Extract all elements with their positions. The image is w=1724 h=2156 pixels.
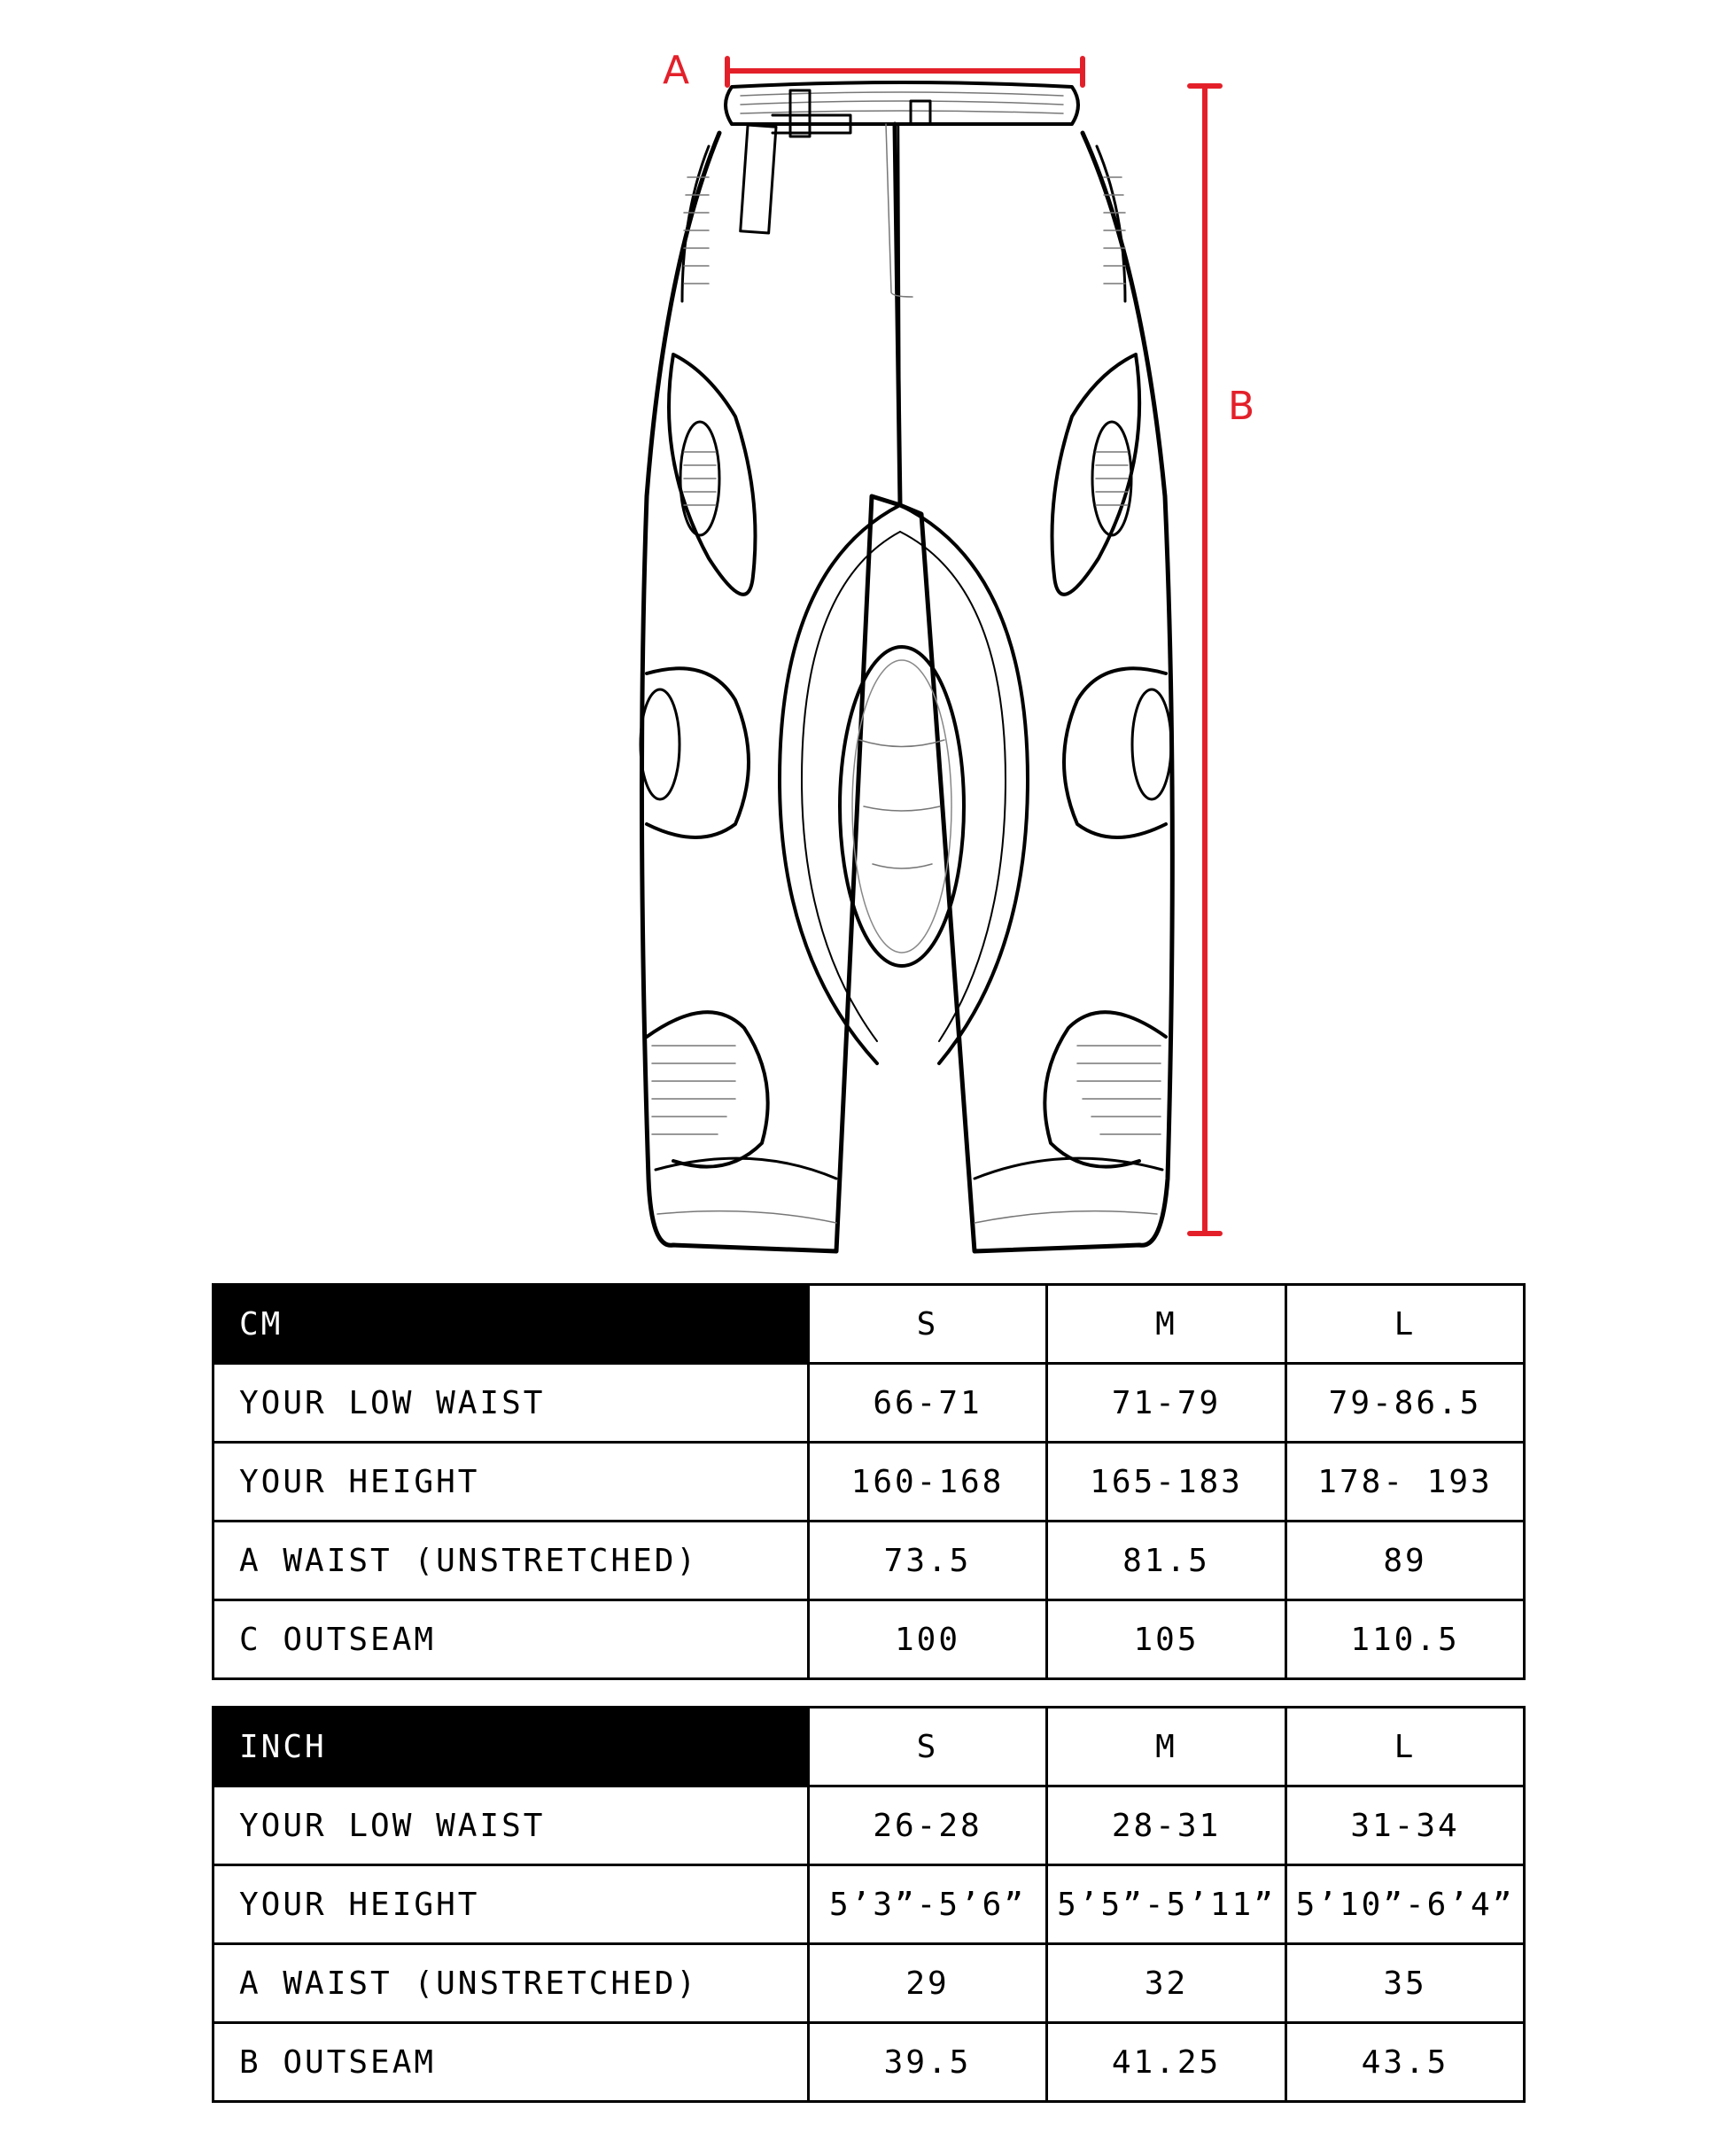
unit-header-inch: INCH xyxy=(214,1708,809,1786)
table-row xyxy=(214,1865,1525,1944)
cell-value: 35 xyxy=(1286,1944,1525,2023)
table-row xyxy=(214,1600,1525,1679)
cell-value: 31-34 xyxy=(1286,1786,1525,1865)
cell-value: 178- 193 xyxy=(1286,1443,1525,1522)
table-row xyxy=(214,1944,1525,2023)
row-label: YOUR LOW WAIST xyxy=(214,1786,809,1865)
cell-value: 28-31 xyxy=(1047,1786,1286,1865)
row-label: B OUTSEAM xyxy=(214,2023,809,2102)
cell-value: 41.25 xyxy=(1047,2023,1286,2102)
row-label: C OUTSEAM xyxy=(214,1600,809,1679)
row-label: YOUR HEIGHT xyxy=(214,1443,809,1522)
size-header-s: S xyxy=(809,1285,1047,1364)
row-label: A WAIST (UNSTRETCHED) xyxy=(214,1944,809,2023)
size-header-m: M xyxy=(1047,1708,1286,1786)
cell-value: 105 xyxy=(1047,1600,1286,1679)
size-table-inch xyxy=(212,1706,1526,2103)
table-row xyxy=(214,2023,1525,2102)
cell-value: 100 xyxy=(809,1600,1047,1679)
cell-value: 110.5 xyxy=(1286,1600,1525,1679)
cell-value: 43.5 xyxy=(1286,2023,1525,2102)
measure-label-b: B xyxy=(1228,384,1255,429)
row-label: A WAIST (UNSTRETCHED) xyxy=(214,1522,809,1600)
cell-value: 5’5”-5’11” xyxy=(1047,1865,1286,1944)
cell-value: 165-183 xyxy=(1047,1443,1286,1522)
size-table-cm xyxy=(212,1283,1526,1680)
table-row xyxy=(214,1786,1525,1865)
cell-value: 160-168 xyxy=(809,1443,1047,1522)
table-row xyxy=(214,1522,1525,1600)
table-header-row xyxy=(214,1708,1525,1786)
cell-value: 73.5 xyxy=(809,1522,1047,1600)
table-header-row xyxy=(214,1285,1525,1364)
row-label: YOUR HEIGHT xyxy=(214,1865,809,1944)
size-header-l: L xyxy=(1286,1708,1525,1786)
row-label: YOUR LOW WAIST xyxy=(214,1364,809,1443)
cell-value: 39.5 xyxy=(809,2023,1047,2102)
table-row xyxy=(214,1364,1525,1443)
size-header-l: L xyxy=(1286,1285,1525,1364)
unit-header-cm: CM xyxy=(214,1285,809,1364)
cell-value: 79-86.5 xyxy=(1286,1364,1525,1443)
pants-outline xyxy=(641,82,1172,1251)
cell-value: 5’3”-5’6” xyxy=(809,1865,1047,1944)
cell-value: 5’10”-6’4” xyxy=(1286,1865,1525,1944)
cell-value: 29 xyxy=(809,1944,1047,2023)
cell-value: 32 xyxy=(1047,1944,1286,2023)
measure-line-b xyxy=(1190,86,1220,1234)
cell-value: 66-71 xyxy=(809,1364,1047,1443)
cell-value: 81.5 xyxy=(1047,1522,1286,1600)
table-row xyxy=(214,1443,1525,1522)
measurement-lines xyxy=(727,58,1220,1234)
cell-value: 89 xyxy=(1286,1522,1525,1600)
cell-value: 26-28 xyxy=(809,1786,1047,1865)
size-header-m: M xyxy=(1047,1285,1286,1364)
measure-label-a: A xyxy=(663,48,690,93)
cell-value: 71-79 xyxy=(1047,1364,1286,1443)
size-header-s: S xyxy=(809,1708,1047,1786)
